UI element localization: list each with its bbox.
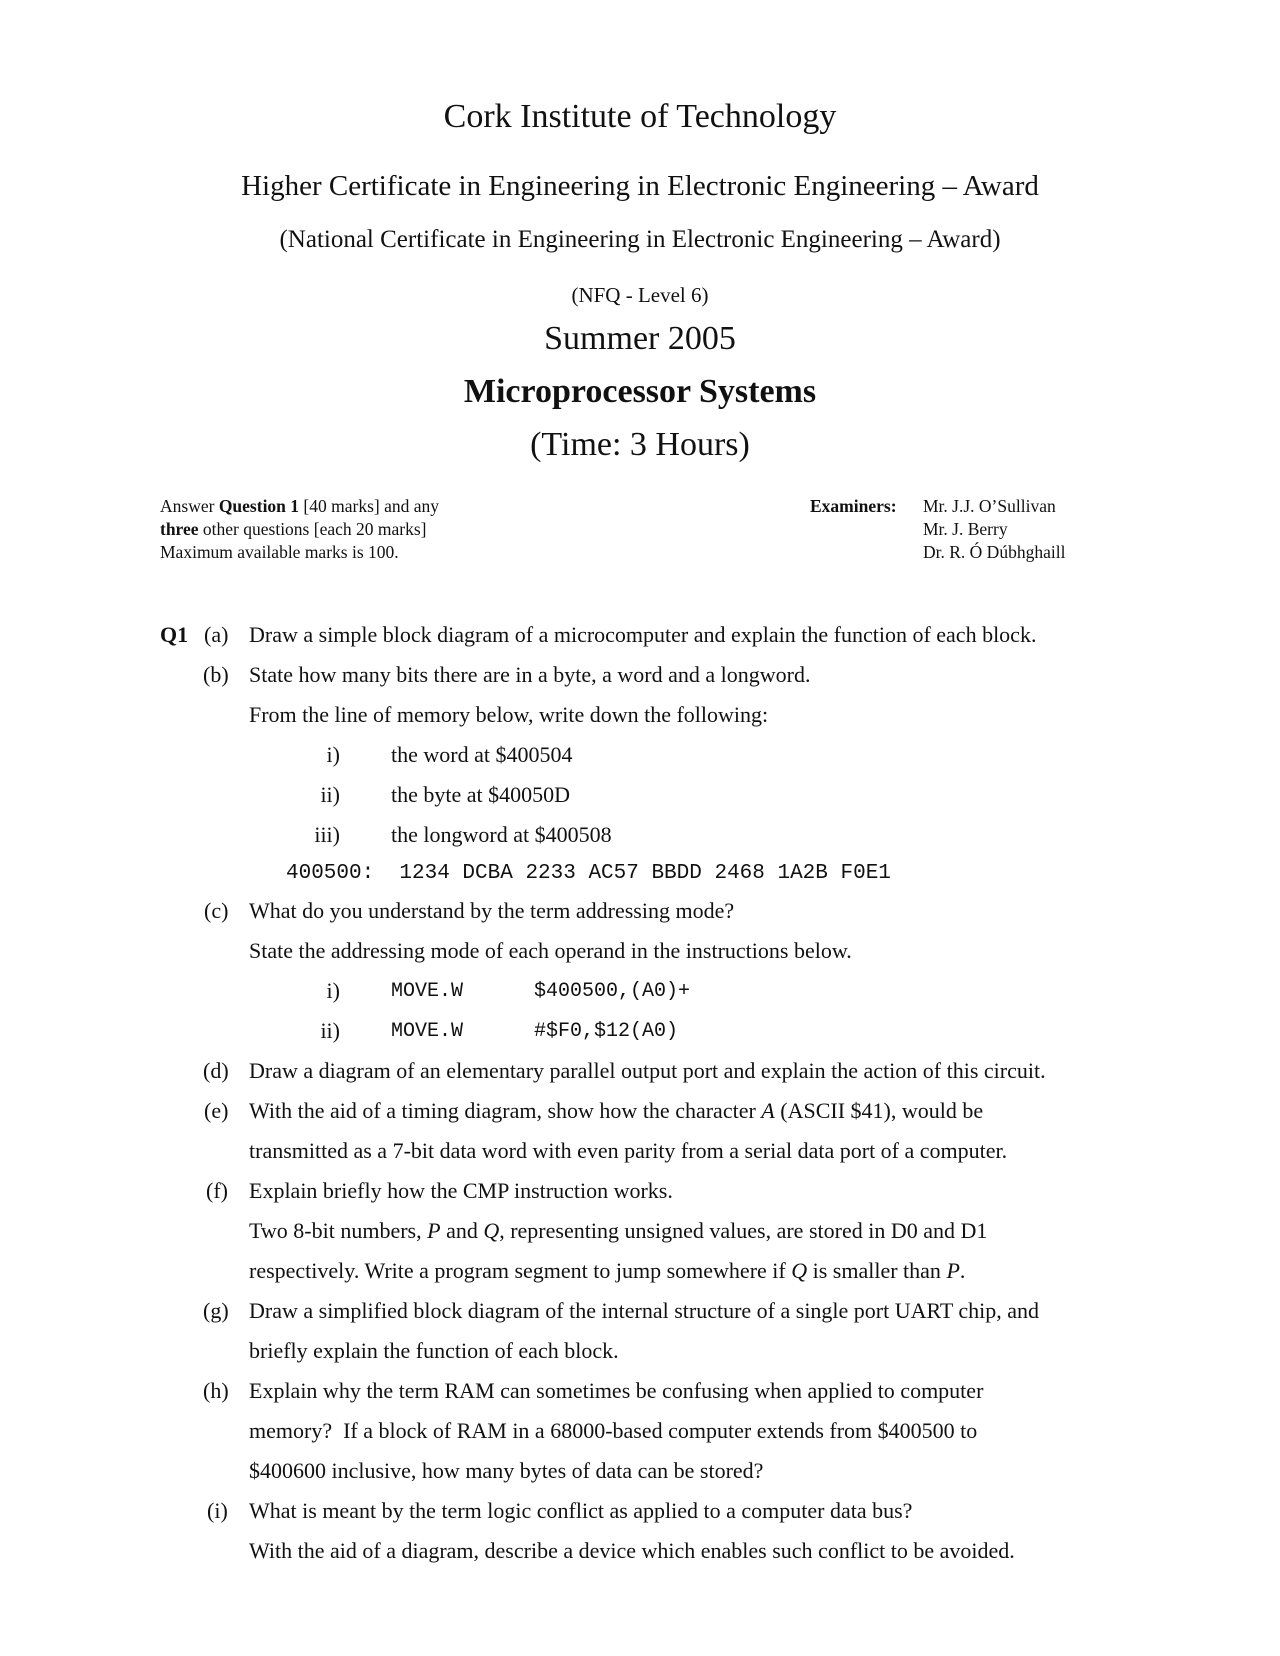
item-number: iii): [314, 822, 340, 847]
item-text: the word at $400504: [391, 742, 573, 767]
question-text: Draw a simple block diagram of a microcomputer and explain the function of each block.: [249, 622, 1037, 647]
part-label: (c): [204, 898, 229, 923]
italic-variable: P: [946, 1258, 960, 1283]
instruction-text: other questions [each 20 marks]: [198, 519, 427, 539]
instruction-opcode: MOVE.W: [391, 980, 464, 1003]
part-label: (d): [203, 1058, 229, 1083]
part-label: (f): [206, 1178, 228, 1203]
examiner-name: Dr. R. Ó Dúbhghaill: [923, 542, 1066, 562]
examiner-name: Mr. J.J. O’Sullivan: [923, 496, 1056, 516]
exam-duration: (Time: 3 Hours): [530, 426, 750, 463]
instruction-bold: three: [160, 519, 199, 539]
question-text: What do you understand by the term addressing mode?: [249, 898, 735, 923]
question-text: [249, 1258, 965, 1284]
item-number: ii): [320, 782, 340, 807]
question-text: Explain briefly how the CMP instruction works.: [249, 1178, 673, 1203]
question-text: Two 8-bit numbers,: [249, 1218, 428, 1243]
question-text: respectively. Write a program segment to jump somewhere if: [249, 1258, 792, 1283]
question-text: , representing unsigned values, are stored in D0 and D1: [499, 1218, 988, 1243]
instruction-text: [40 marks] and any: [299, 496, 440, 516]
item-text: the longword at $400508: [391, 822, 612, 847]
examiners-label: Examiners:: [810, 496, 897, 516]
question-text: is smaller than: [807, 1258, 947, 1283]
question-text: From the line of memory below, write down the following:: [249, 702, 769, 727]
question-text: State how many bits there are in a byte, a word and a longword.: [249, 662, 811, 687]
item-number: ii): [320, 1018, 340, 1043]
exam-session: Summer 2005: [544, 320, 736, 357]
question-text: Explain why the term RAM can sometimes be confusing when applied to computer: [249, 1378, 984, 1403]
item-text: the byte at $40050D: [391, 782, 571, 807]
memory-dump-line: 400500: 1234 DCBA 2233 AC57 BBDD 2468 1A2B F0E1: [286, 862, 891, 885]
question-text: $400600 inclusive, how many bytes of data can be stored?: [249, 1458, 764, 1483]
question-text: What is meant by the term logic conflict as applied to a computer data bus?: [249, 1498, 913, 1523]
part-label: (e): [204, 1098, 229, 1123]
question-text: transmitted as a 7-bit data word with even parity from a serial data port of a computer.: [249, 1138, 1008, 1163]
question-text: With the aid of a diagram, describe a device which enables such conflict to be avoided.: [249, 1538, 1015, 1563]
examiners-list: [923, 495, 1065, 564]
question-text: memory? If a block of RAM in a 68000-based computer extends from $400500 to: [249, 1418, 978, 1443]
part-label: (g): [203, 1298, 229, 1323]
programme-title: Higher Certificate in Engineering in Electronic Engineering – Award: [241, 170, 1039, 202]
instruction-operands: $400500,(A0)+: [534, 980, 691, 1003]
instruction-operands: #$F0,$12(A0): [534, 1020, 679, 1043]
part-label: (h): [203, 1378, 229, 1403]
italic-variable: Q: [483, 1218, 500, 1243]
instruction-bold: Question 1: [218, 496, 300, 516]
exam-instructions: [160, 495, 439, 564]
question-text: [249, 1098, 983, 1124]
question-text: (ASCII $41), would be: [774, 1098, 984, 1123]
nfq-level: (NFQ - Level 6): [571, 283, 709, 307]
italic-variable: P: [427, 1218, 441, 1243]
question-number: Q1: [160, 622, 189, 647]
question-text: briefly explain the function of each block.: [249, 1338, 619, 1363]
italic-variable: A: [761, 1098, 775, 1123]
instruction-text: Answer: [160, 496, 219, 516]
item-number: i): [326, 978, 340, 1003]
part-label: (b): [203, 662, 229, 687]
italic-variable: Q: [791, 1258, 808, 1283]
item-number: i): [326, 742, 340, 767]
part-label: (i): [207, 1498, 228, 1523]
question-text: .: [959, 1258, 966, 1283]
question-text: and: [440, 1218, 484, 1243]
instruction-text: Maximum available marks is 100.: [160, 542, 399, 562]
subject-title: Microprocessor Systems: [463, 373, 817, 410]
question-text: Draw a diagram of an elementary parallel output port and explain the action of this circuit.: [249, 1058, 1046, 1083]
question-text: [249, 1218, 987, 1244]
examiner-name: Mr. J. Berry: [923, 519, 1008, 539]
question-text: State the addressing mode of each operand in the instructions below.: [249, 938, 852, 963]
part-label: (a): [204, 622, 229, 647]
institution-title: Cork Institute of Technology: [443, 98, 837, 135]
question-text: With the aid of a timing diagram, show how the character: [249, 1098, 762, 1123]
instruction-opcode: MOVE.W: [391, 1020, 464, 1043]
question-text: Draw a simplified block diagram of the internal structure of a single port UART chip, and: [249, 1298, 1040, 1323]
programme-alt-title: (National Certificate in Engineering in Electronic Engineering – Award): [279, 226, 1001, 253]
